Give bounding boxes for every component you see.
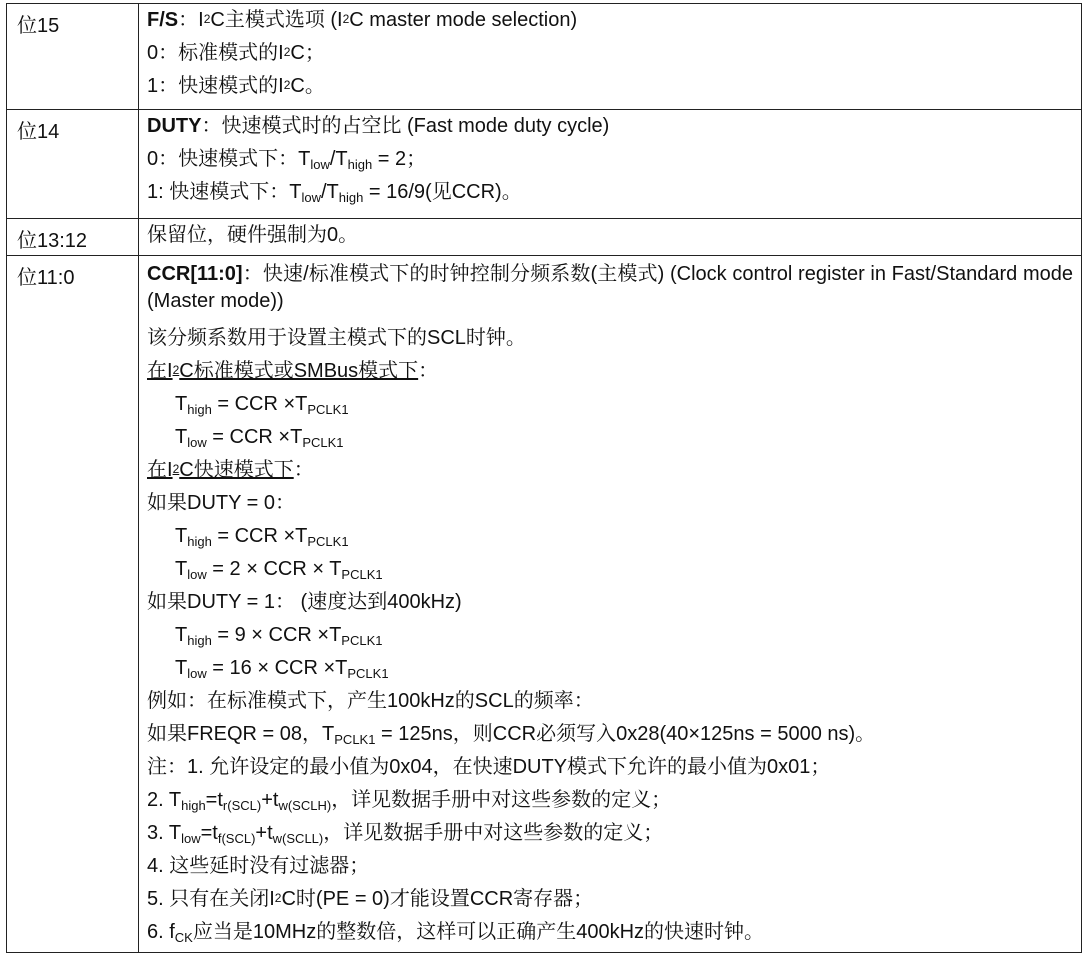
description-line (147, 850, 1073, 883)
text-run: =t (205, 789, 223, 811)
text-run: 如果DUTY = 1： (速度达到400kHz) (147, 591, 462, 613)
description-line (147, 619, 1073, 652)
description-line (147, 817, 1073, 850)
text-run: 例如：在标准模式下，产生100kHz的SCL的频率： (147, 690, 594, 712)
text-run: C master mode selection) (349, 9, 578, 31)
description-line (147, 143, 1073, 176)
text-run: ： (418, 360, 439, 382)
superscript: 2 (283, 78, 291, 92)
superscript: 2 (342, 12, 350, 26)
table-row (7, 4, 1082, 110)
description-line (147, 487, 1073, 520)
text-run: 1：快速模式的I (147, 75, 284, 97)
subscript: high (347, 157, 373, 172)
subscript: PCLK1 (341, 633, 383, 648)
text-run: C； (290, 42, 325, 64)
subscript: PCLK1 (302, 435, 344, 450)
subscript: low (187, 567, 207, 582)
bit-label: 位15 (17, 15, 60, 37)
text-run: ： (178, 9, 199, 31)
text-run: ：快速模式时的占空比 (Fast mode duty cycle) (201, 115, 610, 137)
subscript: PCLK1 (307, 402, 349, 417)
subscript: PCLK1 (347, 666, 389, 681)
field-name: F/S (147, 9, 179, 31)
subscript: w(SCLH) (278, 798, 332, 813)
subscript: high (181, 798, 206, 813)
text-run: ，详见数据手册中对这些参数的定义； (331, 789, 672, 811)
superscript: 2 (274, 891, 282, 905)
text-run: T (175, 426, 188, 448)
text-run: ，详见数据手册中对这些参数的定义； (323, 822, 664, 844)
subscript: high (187, 633, 212, 648)
text-run: = 125ns，则CCR必须写入0x28(40×125ns = 5000 ns)。 (375, 723, 876, 745)
description-line (147, 454, 1073, 487)
bit-field-cell (7, 219, 139, 256)
description-line (147, 322, 1073, 355)
subscript: low (301, 190, 321, 205)
text-run: =t (200, 822, 218, 844)
text-run: 该分频系数用于设置主模式下的SCL时钟。 (147, 327, 526, 349)
text-run: I (198, 9, 204, 31)
description-line (147, 916, 1073, 949)
subscript: low (310, 157, 330, 172)
text-run: T (175, 657, 188, 679)
description-line (147, 685, 1073, 718)
text-run: 0：标准模式的I (147, 42, 284, 64)
superscript: 2 (172, 462, 180, 476)
description-line (147, 4, 1073, 37)
text-run: = CCR ×T (206, 426, 303, 448)
text-run: 应当是10MHz的整数倍，这样可以正确产生400kHz的快速时钟。 (192, 921, 765, 943)
section-heading-text: 在I (147, 360, 173, 382)
bit-label: 位13:12 (17, 230, 88, 252)
text-run: 4. 这些延时没有过滤器； (147, 855, 370, 877)
description-line (147, 219, 1073, 252)
description-line (147, 751, 1073, 784)
text-run: 保留位，硬件强制为0。 (147, 224, 359, 246)
subscript: low (187, 666, 207, 681)
superscript: 2 (283, 45, 291, 59)
text-run: = CCR ×T (211, 393, 308, 415)
section-heading-text: 在I (147, 459, 173, 481)
description-cell (139, 110, 1082, 219)
register-bit-table (6, 3, 1082, 953)
text-run: 如果DUTY = 0： (147, 492, 295, 514)
subscript: PCLK1 (334, 732, 376, 747)
subscript: high (187, 402, 212, 417)
description-line (147, 256, 1073, 322)
description-line (147, 37, 1073, 70)
text-run: 1: 快速模式下：T (147, 181, 302, 203)
description-line (147, 421, 1073, 454)
subscript: high (187, 534, 212, 549)
text-run: T (175, 393, 188, 415)
description-line (147, 388, 1073, 421)
subscript: r(SCL) (222, 798, 262, 813)
text-run: C。 (290, 75, 325, 97)
text-run: 5. 只有在关闭I (147, 888, 275, 910)
subscript: CK (174, 930, 193, 945)
table-row (7, 110, 1082, 219)
text-run: C主模式选项 (I (210, 9, 343, 31)
superscript: 2 (203, 12, 211, 26)
subscript: PCLK1 (307, 534, 349, 549)
bit-label: 位11:0 (17, 267, 75, 289)
description-line (147, 70, 1073, 103)
subscript: f(SCL) (217, 831, 256, 846)
table-row (7, 219, 1082, 256)
text-run: T (175, 525, 188, 547)
subscript: low (181, 831, 201, 846)
text-run: ：快速/标准模式下的时钟控制分频系数(主模式) (Clock control register in Fast/Standard mode (Master mode)) (147, 263, 1073, 312)
text-run: 如果FREQR = 08，T (147, 723, 335, 745)
field-name: CCR[11:0] (147, 263, 243, 285)
text-run: = 16/9(见CCR)。 (363, 181, 522, 203)
text-run: = 2； (372, 148, 427, 170)
superscript: 2 (172, 363, 180, 377)
description-line (147, 110, 1073, 143)
text-run: = 9 × CCR ×T (211, 624, 342, 646)
description-line (147, 176, 1073, 209)
text-run: T (175, 558, 188, 580)
text-run: C时(PE = 0)才能设置CCR寄存器； (281, 888, 594, 910)
text-run: 3. T (147, 822, 182, 844)
text-run: = 16 × CCR ×T (206, 657, 348, 679)
subscript: high (338, 190, 364, 205)
description-cell (139, 4, 1082, 110)
bit-field-cell (7, 256, 139, 953)
text-run: 6. f (147, 921, 175, 943)
section-heading-text: C标准模式或SMBus模式下 (179, 360, 419, 382)
description-line (147, 553, 1073, 586)
description-line (147, 520, 1073, 553)
text-run: 0：快速模式下：T (147, 148, 311, 170)
text-run: +t (261, 789, 279, 811)
description-line (147, 784, 1073, 817)
table-body (7, 4, 1082, 953)
section-heading-text: C快速模式下 (179, 459, 294, 481)
text-run: = CCR ×T (211, 525, 308, 547)
text-run: T (175, 624, 188, 646)
description-line (147, 586, 1073, 619)
bit-field-cell (7, 4, 139, 110)
description-line (147, 652, 1073, 685)
subscript: w(SCLL) (272, 831, 324, 846)
description-line (147, 355, 1073, 388)
description-cell (139, 256, 1082, 953)
subscript: low (187, 435, 207, 450)
text-run: 注：1. 允许设定的最小值为0x04，在快速DUTY模式下允许的最小值为0x01； (147, 756, 831, 778)
description-line (147, 883, 1073, 916)
text-run: /T (329, 148, 348, 170)
text-run: /T (320, 181, 339, 203)
description-line (147, 718, 1073, 751)
text-run: +t (255, 822, 273, 844)
field-name: DUTY (147, 115, 202, 137)
table-row (7, 256, 1082, 953)
bit-field-cell (7, 110, 139, 219)
description-cell (139, 219, 1082, 256)
bit-label: 位14 (17, 121, 60, 143)
text-run: = 2 × CCR × T (206, 558, 342, 580)
subscript: PCLK1 (341, 567, 383, 582)
text-run: 2. T (147, 789, 182, 811)
text-run: ： (293, 459, 314, 481)
